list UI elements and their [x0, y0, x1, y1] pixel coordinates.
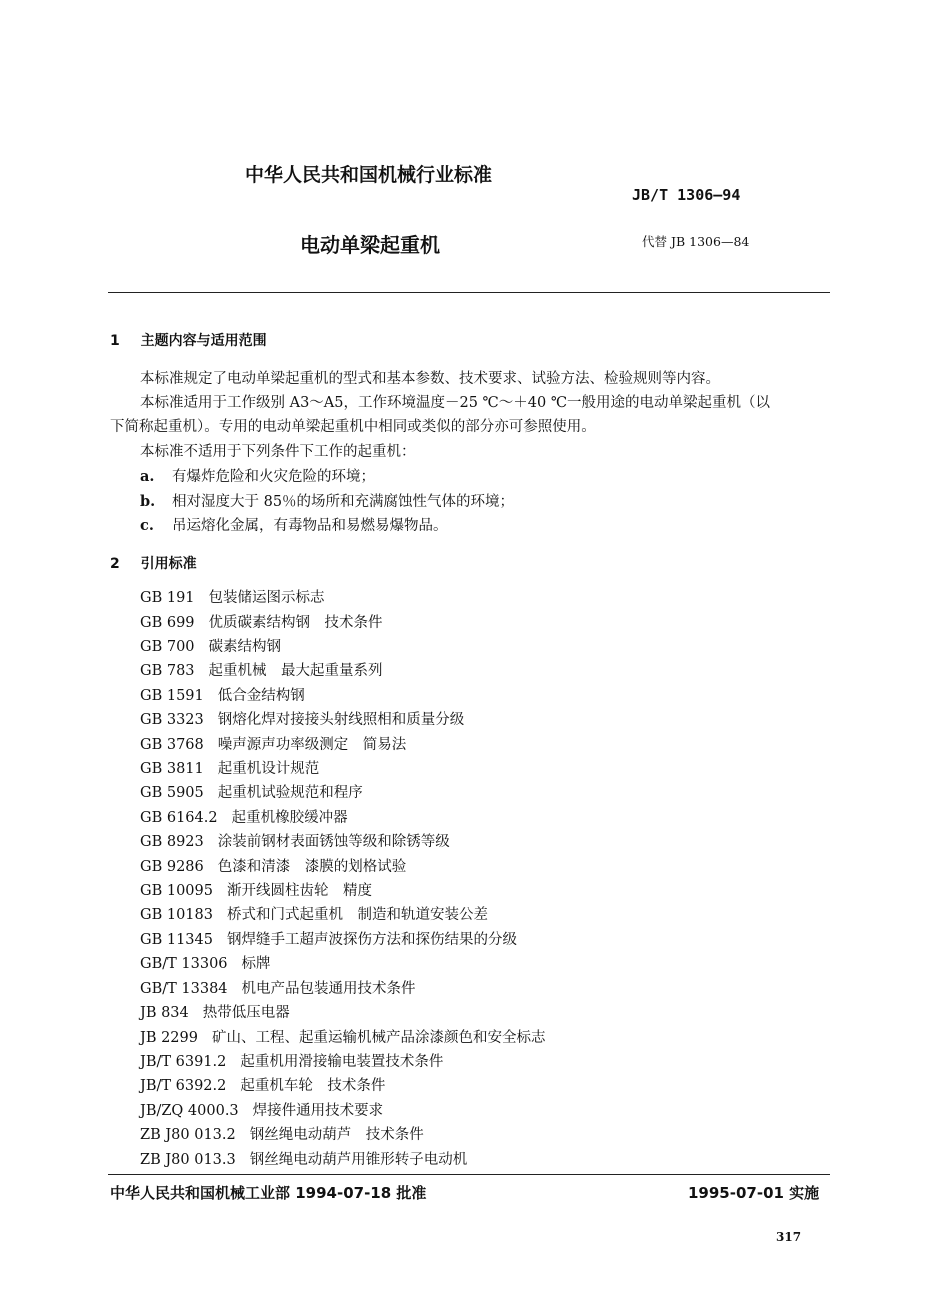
reference-code: GB 3768: [140, 737, 204, 753]
reference-title: 起重机试验规范和程序: [217, 785, 363, 801]
reference-title: 机电产品包装通用技术条件: [241, 981, 416, 997]
reference-item: [140, 635, 281, 656]
section-1-title: 主题内容与适用范围: [140, 333, 267, 349]
reference-item: [140, 952, 271, 973]
reference-code: GB 5905: [140, 785, 204, 801]
reference-item: [140, 1123, 424, 1144]
reference-title: 标牌: [241, 956, 271, 972]
reference-title: 渐开线圆柱齿轮 精度: [226, 883, 372, 899]
reference-title: 涂装前钢材表面锈蚀等级和除锈等级: [217, 834, 450, 850]
reference-code: JB/T 6392.2: [140, 1078, 227, 1094]
reference-item: [140, 1026, 545, 1047]
reference-title: 噪声源声功率级测定 简易法: [217, 737, 407, 753]
section-1-para-2-line-2: 下简称起重机）。专用的电动单梁起重机中相同或类似的部分亦可参照使用。: [110, 419, 596, 435]
list-item-letter: c.: [140, 517, 154, 534]
reference-item: [140, 757, 319, 778]
reference-title: 碳素结构钢: [208, 639, 282, 655]
reference-item: [140, 611, 383, 632]
reference-code: JB/T 6391.2: [140, 1054, 227, 1070]
list-item: [140, 490, 514, 511]
page-number: 317: [776, 1230, 802, 1244]
section-1-para-3: 本标准不适用于下列条件下工作的起重机：: [140, 444, 416, 460]
footer-rule: [108, 1174, 830, 1175]
reference-item: [140, 1001, 290, 1022]
approval-note: 中华人民共和国机械工业部 1994-07-18 批准: [110, 1184, 427, 1202]
reference-title: 钢焊缝手工超声波探伤方法和探伤结果的分级: [226, 932, 517, 948]
org-title: 中华人民共和国机械行业标准: [245, 164, 493, 186]
reference-item: [140, 781, 363, 802]
reference-title: 低合金结构钢: [217, 688, 305, 704]
reference-item: [140, 879, 372, 900]
reference-code: GB 3811: [140, 761, 204, 777]
reference-code: GB 8923: [140, 834, 204, 850]
list-item: [140, 465, 375, 486]
reference-code: GB/T 13306: [140, 956, 228, 972]
reference-code: GB 10095: [140, 883, 213, 899]
reference-code: GB 11345: [140, 932, 213, 948]
reference-title: 焊接件通用技术要求: [252, 1103, 384, 1119]
reference-title: 起重机用滑接输电装置技术条件: [240, 1054, 444, 1070]
reference-title: 钢熔化焊对接接头射线照相和质量分级: [217, 712, 465, 728]
reference-title: 矿山、工程、起重运输机械产品涂漆颜色和安全标志: [211, 1030, 546, 1046]
reference-item: [140, 1099, 383, 1120]
reference-item: [140, 806, 348, 827]
reference-code: GB 6164.2: [140, 810, 218, 826]
reference-code: GB 699: [140, 615, 195, 631]
reference-item: [140, 830, 450, 851]
reference-item: [140, 708, 464, 729]
reference-code: JB 834: [140, 1005, 189, 1021]
reference-item: [140, 659, 383, 680]
reference-code: GB 191: [140, 590, 195, 606]
reference-title: 桥式和门式起重机 制造和轨道安装公差: [226, 907, 488, 923]
replaces-note: 代替 JB 1306—84: [642, 234, 750, 249]
reference-code: JB/ZQ 4000.3: [140, 1103, 239, 1119]
section-2-number: 2: [110, 556, 120, 572]
reference-item: [140, 1148, 467, 1169]
reference-item: [140, 733, 406, 754]
reference-title: 优质碳素结构钢 技术条件: [208, 615, 383, 631]
section-2-title: 引用标准: [140, 556, 197, 572]
reference-title: 热带低压电器: [202, 1005, 290, 1021]
reference-item: [140, 855, 406, 876]
reference-title: 钢丝绳电动葫芦用锥形转子电动机: [249, 1152, 468, 1168]
reference-item: [140, 1050, 443, 1071]
reference-code: GB 783: [140, 663, 195, 679]
list-item: [140, 514, 448, 535]
reference-code: ZB J80 013.2: [140, 1127, 236, 1143]
effective-date: 1995-07-01 实施: [688, 1184, 820, 1202]
reference-code: GB 9286: [140, 859, 204, 875]
section-1-heading: [110, 330, 267, 350]
reference-code: GB 700: [140, 639, 195, 655]
reference-code: GB 1591: [140, 688, 204, 704]
reference-title: 色漆和清漆 漆膜的划格试验: [217, 859, 407, 875]
reference-title: 起重机械 最大起重量系列: [208, 663, 383, 679]
reference-item: [140, 928, 517, 949]
reference-code: JB 2299: [140, 1030, 198, 1046]
header-rule: [108, 292, 830, 293]
reference-code: GB 10183: [140, 907, 213, 923]
list-item-text: 相对湿度大于 85％的场所和充满腐蚀性气体的环境；: [172, 494, 515, 510]
section-1-para-2-line-1: 本标准适用于工作级别 A3～A5，工作环境温度－25 ℃～＋40 ℃一般用途的电动单梁起重机（以: [140, 395, 771, 411]
reference-title: 包装储运图示标志: [208, 590, 325, 606]
reference-title: 起重机车轮 技术条件: [240, 1078, 386, 1094]
reference-item: [140, 977, 416, 998]
reference-title: 起重机设计规范: [217, 761, 320, 777]
reference-title: 起重机橡胶缓冲器: [231, 810, 348, 826]
reference-item: [140, 586, 325, 607]
list-item-text: 有爆炸危险和火灾危险的环境；: [172, 469, 375, 485]
document-title: 电动单梁起重机: [300, 233, 440, 257]
reference-item: [140, 903, 488, 924]
section-1-number: 1: [110, 333, 120, 349]
reference-code: ZB J80 013.3: [140, 1152, 236, 1168]
list-item-text: 吊运熔化金属，有毒物品和易燃易爆物品。: [172, 518, 448, 534]
reference-item: [140, 684, 305, 705]
list-item-letter: a.: [140, 468, 155, 485]
reference-code: GB 3323: [140, 712, 204, 728]
list-item-letter: b.: [140, 493, 156, 510]
section-1-para-1: 本标准规定了电动单梁起重机的型式和基本参数、技术要求、试验方法、检验规则等内容。: [140, 371, 720, 387]
reference-title: 钢丝绳电动葫芦 技术条件: [249, 1127, 424, 1143]
section-2-heading: [110, 553, 197, 573]
standard-number: JB/T 1306—94: [632, 186, 741, 204]
reference-item: [140, 1074, 385, 1095]
reference-code: GB/T 13384: [140, 981, 228, 997]
